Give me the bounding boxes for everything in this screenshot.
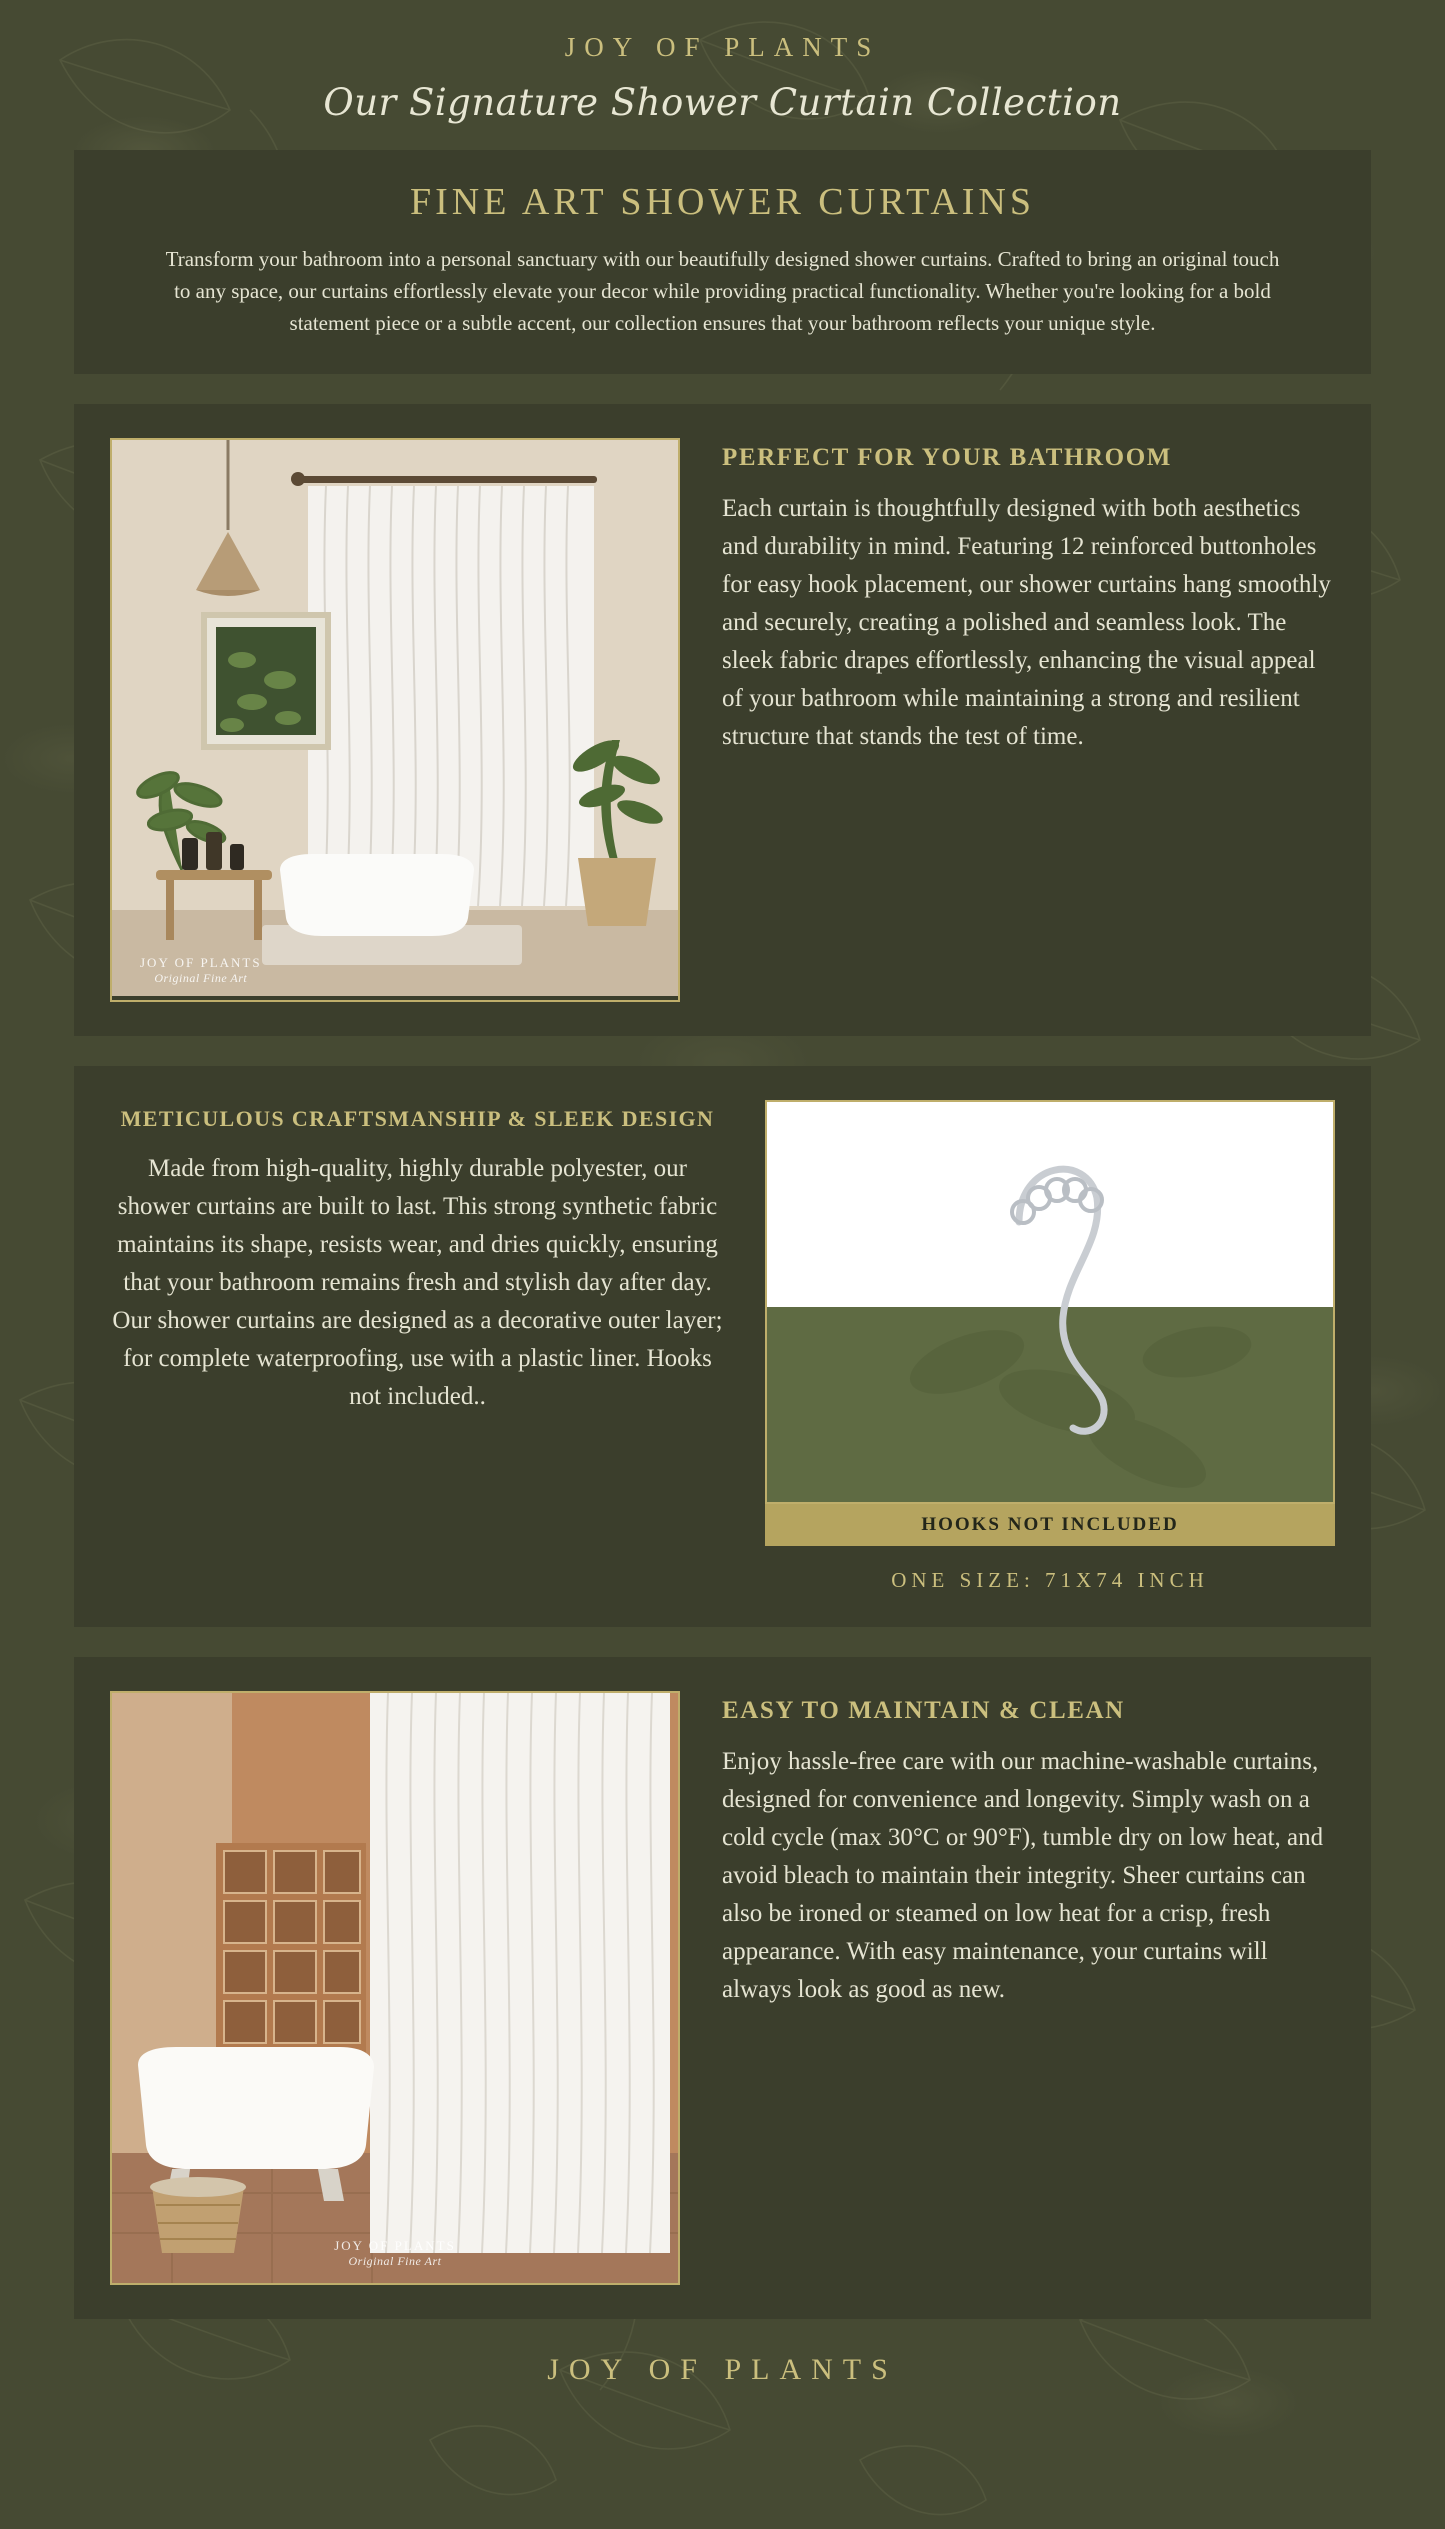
bathroom-scene-image [110,438,680,1002]
rustic-bathroom-illustration-icon [112,1693,678,2283]
section3-heading: EASY TO MAINTAIN & CLEAN [722,1696,1125,1724]
section1-text [680,438,1335,1002]
image-watermark: JOY OF PLANTS Original Fine Art [334,2237,456,2268]
bathroom-illustration-icon [112,440,678,996]
intro-panel [74,150,1371,374]
section2-heading: METICULOUS CRAFTSMANSHIP & SLEEK DESIGN [120,1105,715,1131]
section-craftsmanship [74,1066,1371,1627]
page-title: FINE ART SHOWER CURTAINS [409,181,1035,223]
hook-image [765,1100,1335,1504]
tagline: Our Signature Shower Curtain Collection [323,81,1122,124]
section3-text [680,1691,1335,2285]
shower-hook-illustration-icon [767,1102,1333,1502]
rustic-bathroom-image [110,1691,680,2285]
intro-paragraph: Transform your bathroom into a personal sanctuary with our beautifully designed shower curtains. Crafted to bring an original touch to any space, our curtains effortlessly elevate your decor while providing practical functionality. Whether you're looking for a bold statement piece or a subtle accent, our collection ensures that your bathroom reflects your unique style. [165,247,1280,335]
section-easy-to-maintain [74,1657,1371,2319]
section-perfect-for-bathroom [74,404,1371,1036]
section1-heading: PERFECT FOR YOUR BATHROOM [722,443,1172,471]
section2-paragraph: Made from high-quality, highly durable polyester, our shower curtains are built to last. This strong synthetic fabric maintains its shape, resists wear, and dries quickly, ensuring that your bathroom remains fresh and stylish day after day. Our shower curtains are designed as a decorative outer layer; for complete waterproofing, use with a plastic liner. Hooks not included.. [112,1154,723,1410]
section2-image-wrap [765,1100,1335,1593]
brand-title-top: JOY OF PLANTS [564,32,881,62]
section1-paragraph: Each curtain is thoughtfully designed with both aesthetics and durability in mind. Featuring 12 reinforced buttonholes for easy hook placement, our shower curtains hang smoothly and securely, creating a polished and seamless look. The sleek fabric drapes effortlessly, enhancing the visual appeal of your bathroom while maintaining a strong and resilient structure that stands the test of time. [722,494,1331,750]
brand-title-bottom: JOY OF PLANTS [547,2352,898,2386]
section2-text [110,1100,765,1593]
image-watermark: JOY OF PLANTS Original Fine Art [140,954,262,985]
size-note: ONE SIZE: 71X74 INCH [891,1567,1209,1592]
section3-paragraph: Enjoy hassle-free care with our machine-washable curtains, designed for convenience and longevity. Simply wash on a cold cycle (max 30°C or 90°F), tumble dry on low heat, and avoid bleach to maintain their integrity. Sheer curtains can also be ironed or steamed on low heat for a crisp, fresh appearance. With easy maintenance, your curtains will always look as good as new. [722,1747,1324,2003]
section1-image-wrap [110,438,680,1002]
hooks-not-included-label: HOOKS NOT INCLUDED [765,1504,1335,1546]
section3-image-wrap [110,1691,680,2285]
